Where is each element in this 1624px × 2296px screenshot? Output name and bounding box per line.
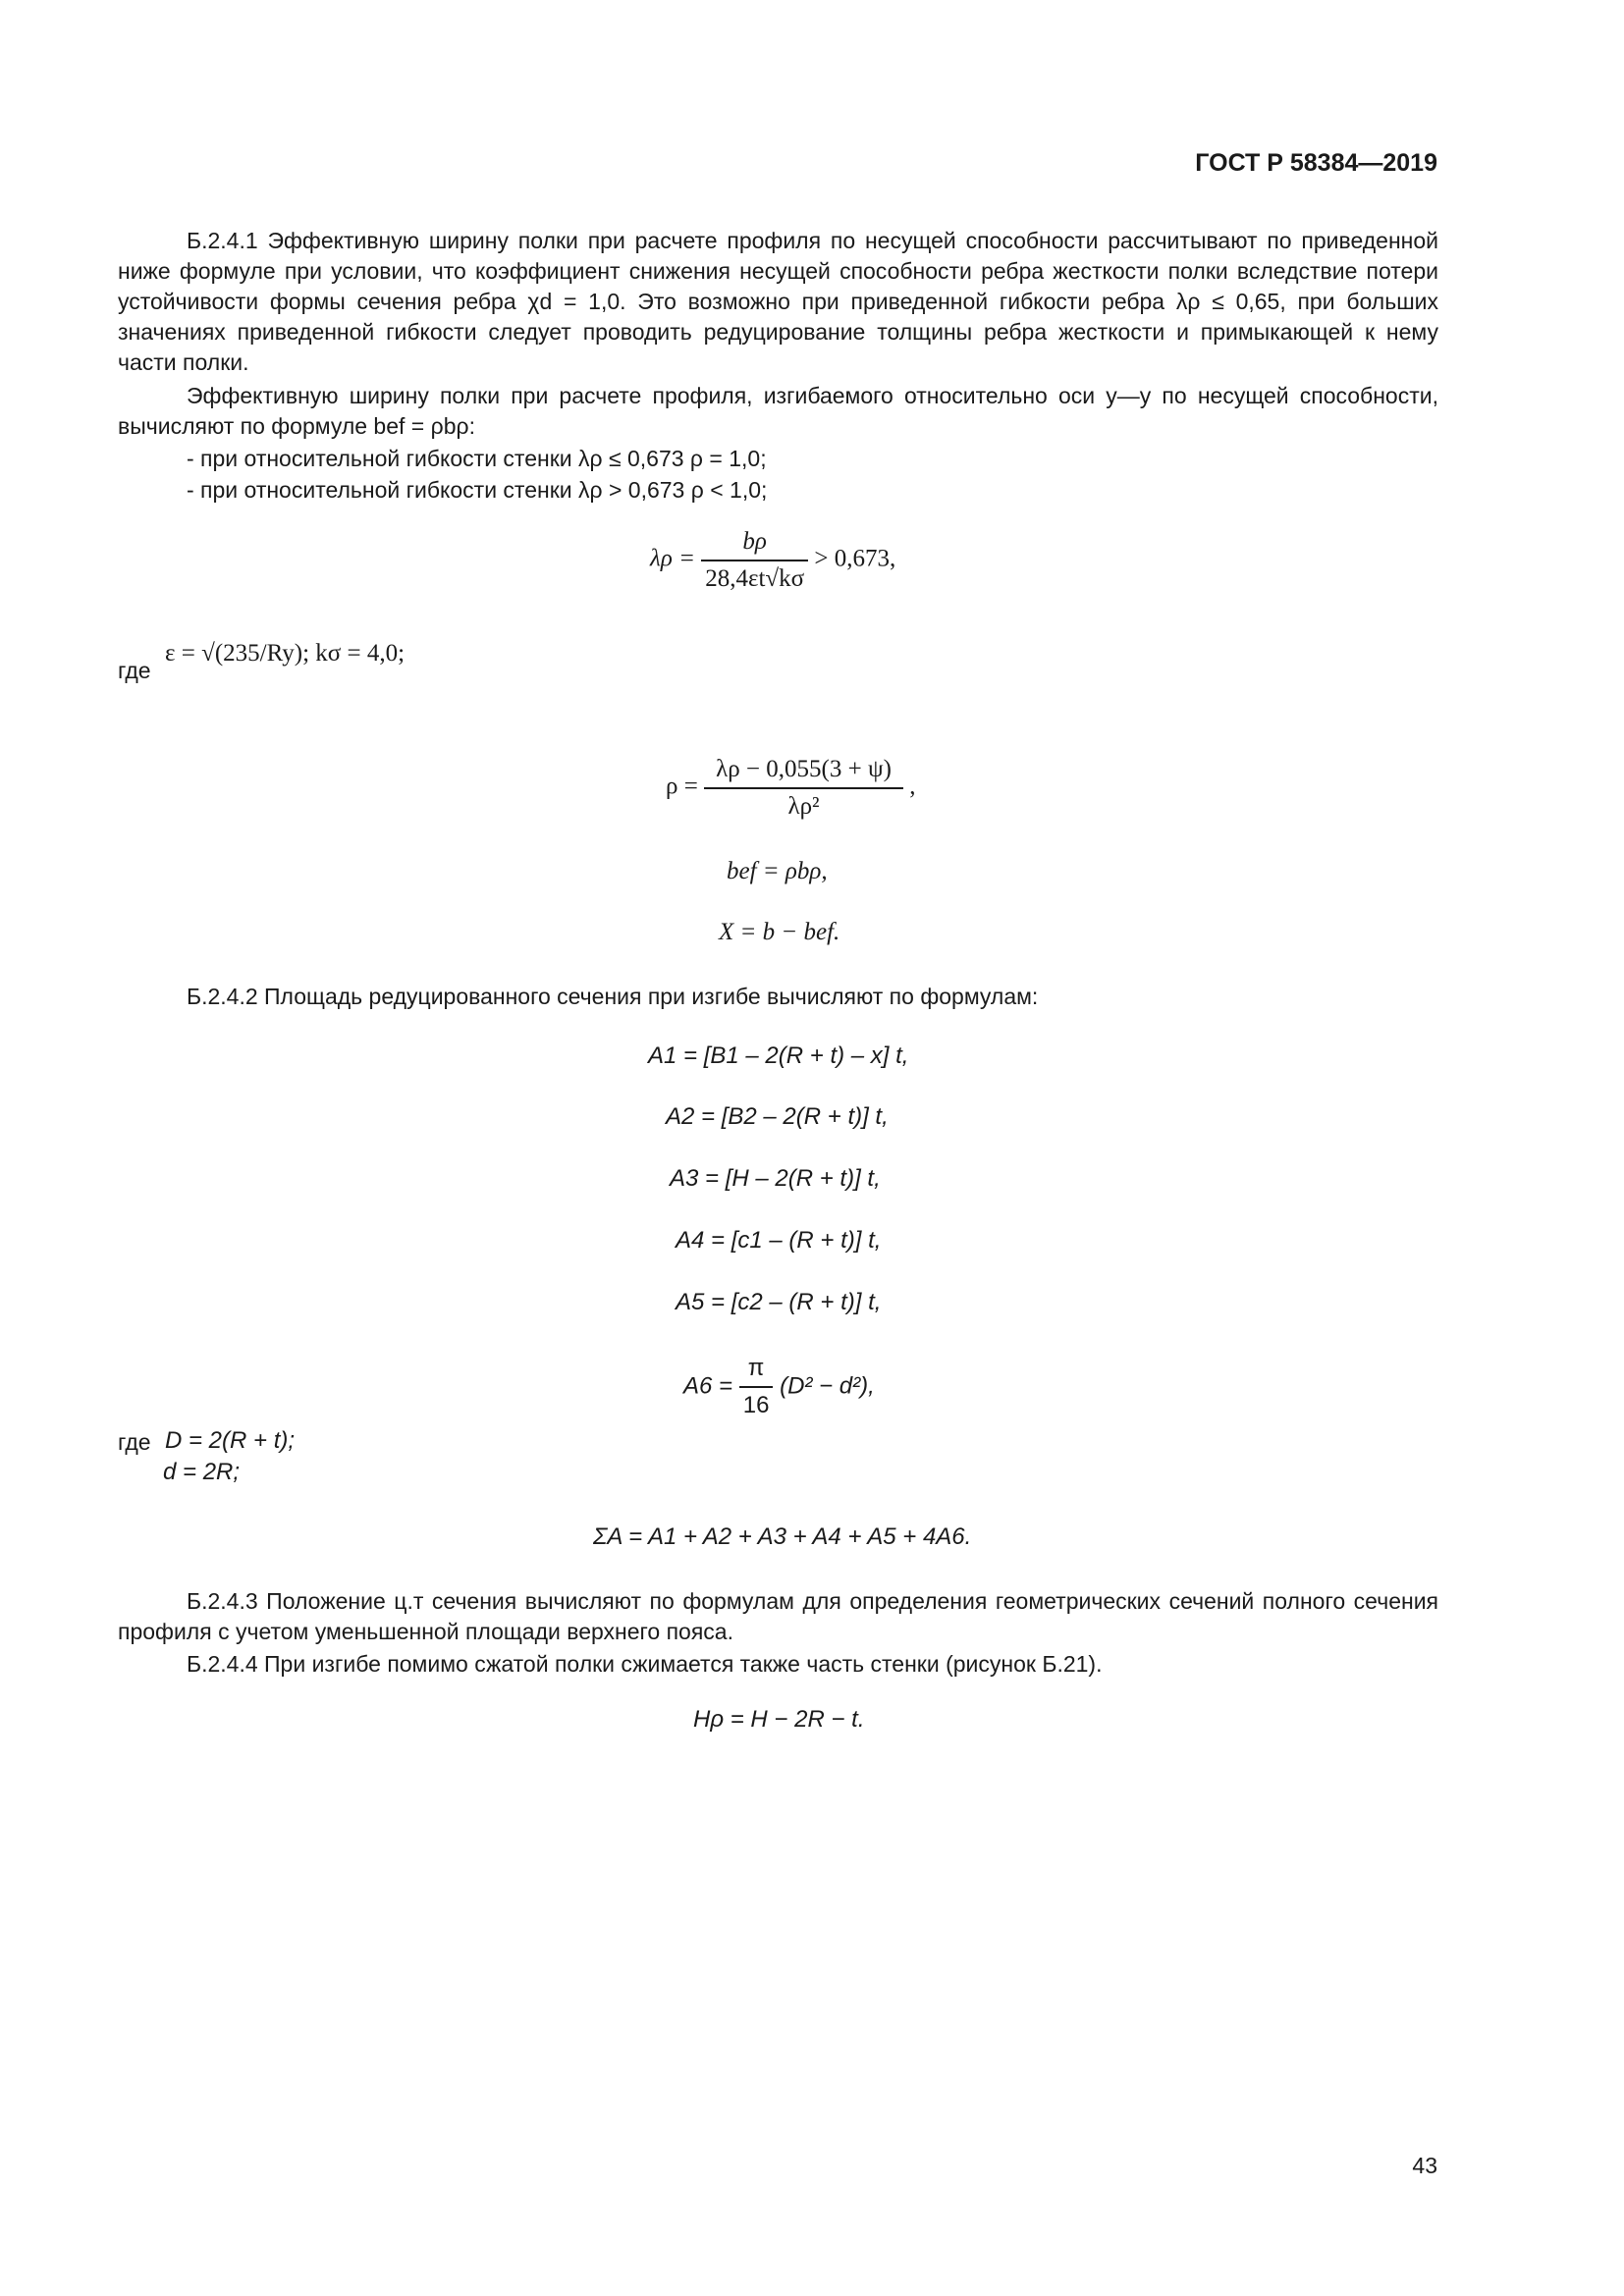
formula-a4: A4 = [c1 – (R + t)] t, (676, 1227, 882, 1254)
formula-sum-area: ΣA = A1 + A2 + A3 + A4 + A5 + 4A6. (593, 1523, 972, 1550)
formula-rho (666, 756, 915, 821)
where-label-2: где (118, 1429, 151, 1455)
formula-lambda-denominator: 28,4εt√kσ (705, 565, 805, 592)
formula-a5: A5 = [c2 – (R + t)] t, (676, 1289, 882, 1315)
paragraph-b243: Б.2.4.3 Положение ц.т сечения вычисляют по формулам для определения геометрических сечений полного сечения профиля с учетом уменьшенной площади верхнего пояса. (118, 1588, 1438, 1644)
formula-bef: bef = ρbρ, (727, 858, 828, 884)
case-slenderness-high: - при относительной гибкости стенки λρ > 0,673 ρ < 1,0; (187, 477, 768, 503)
formula-rho-denominator: λρ² (787, 793, 820, 820)
formula-lambda-lhs: λρ = (650, 545, 695, 572)
case-slenderness-low: - при относительной гибкости стенки λρ ≤ 0,673 ρ = 1,0; (187, 446, 767, 471)
formula-lambda-rhs: > 0,673, (814, 545, 896, 572)
formula-rho-fraction (704, 756, 903, 821)
formula-lambda-numerator: bρ (701, 528, 808, 561)
formula-a3: A3 = [H – 2(R + t)] t, (670, 1165, 881, 1192)
document-id: ГОСТ Р 58384—2019 (1195, 149, 1437, 177)
formula-a6-fraction (739, 1355, 774, 1419)
formula-a6-denominator: 16 (742, 1392, 770, 1418)
paragraph-b244: Б.2.4.4 При изгибе помимо сжатой полки сжимается также часть стенки (рисунок Б.21). (187, 1651, 1103, 1677)
formula-a1: A1 = [B1 – 2(R + t) – x] t, (648, 1042, 909, 1069)
page-number: 43 (1412, 2153, 1437, 2178)
formula-a2: A2 = [B2 – 2(R + t)] t, (666, 1103, 889, 1130)
formula-rho-numerator: λρ − 0,055(3 + ψ) (704, 756, 903, 789)
formula-epsilon: ε = √(235/Ry); kσ = 4,0; (165, 640, 406, 667)
formula-d-inner: d = 2R; (163, 1459, 241, 1485)
formula-a6-numerator: π (739, 1355, 774, 1388)
paragraph-effective-width: Эффективную ширину полки при расчете профиля, изгибаемого относительно оси y—y по несущей способности, вычисляют по формуле bef = ρbρ: (118, 383, 1438, 439)
formula-x: X = b − bef. (719, 919, 840, 945)
formula-lambda-fraction (701, 528, 808, 593)
formula-a6-rhs: (D² − d²), (780, 1372, 875, 1400)
formula-rho-lhs: ρ = (666, 773, 698, 800)
formula-h-rho: Hρ = H − 2R − t. (693, 1706, 865, 1733)
paragraph-b242: Б.2.4.2 Площадь редуцированного сечения при изгибе вычисляют по формулам: (187, 984, 1039, 1009)
formula-a6-lhs: A6 = (683, 1372, 733, 1400)
where-label-1: где (118, 658, 151, 683)
formula-a6 (683, 1355, 875, 1419)
formula-d-outer: D = 2(R + t); (165, 1427, 296, 1454)
formula-rho-tail: , (909, 773, 916, 800)
paragraph-b241: Б.2.4.1 Эффективную ширину полки при расчете профиля по несущей способности рассчитывают по приведенной ниже формуле при условии, что коэффициент снижения несущей способности ребра жесткости полки вследствие потери устойчивости формы сечения ребра χd = 1,0. Это возможно при приведенной гибкости ребра λρ ≤ 0,65, при больших значениях приведенной гибкости следует проводить редуцирование толщины ребра жесткости и примыкающей к нему части полки. (118, 228, 1438, 375)
formula-lambda (650, 528, 895, 593)
